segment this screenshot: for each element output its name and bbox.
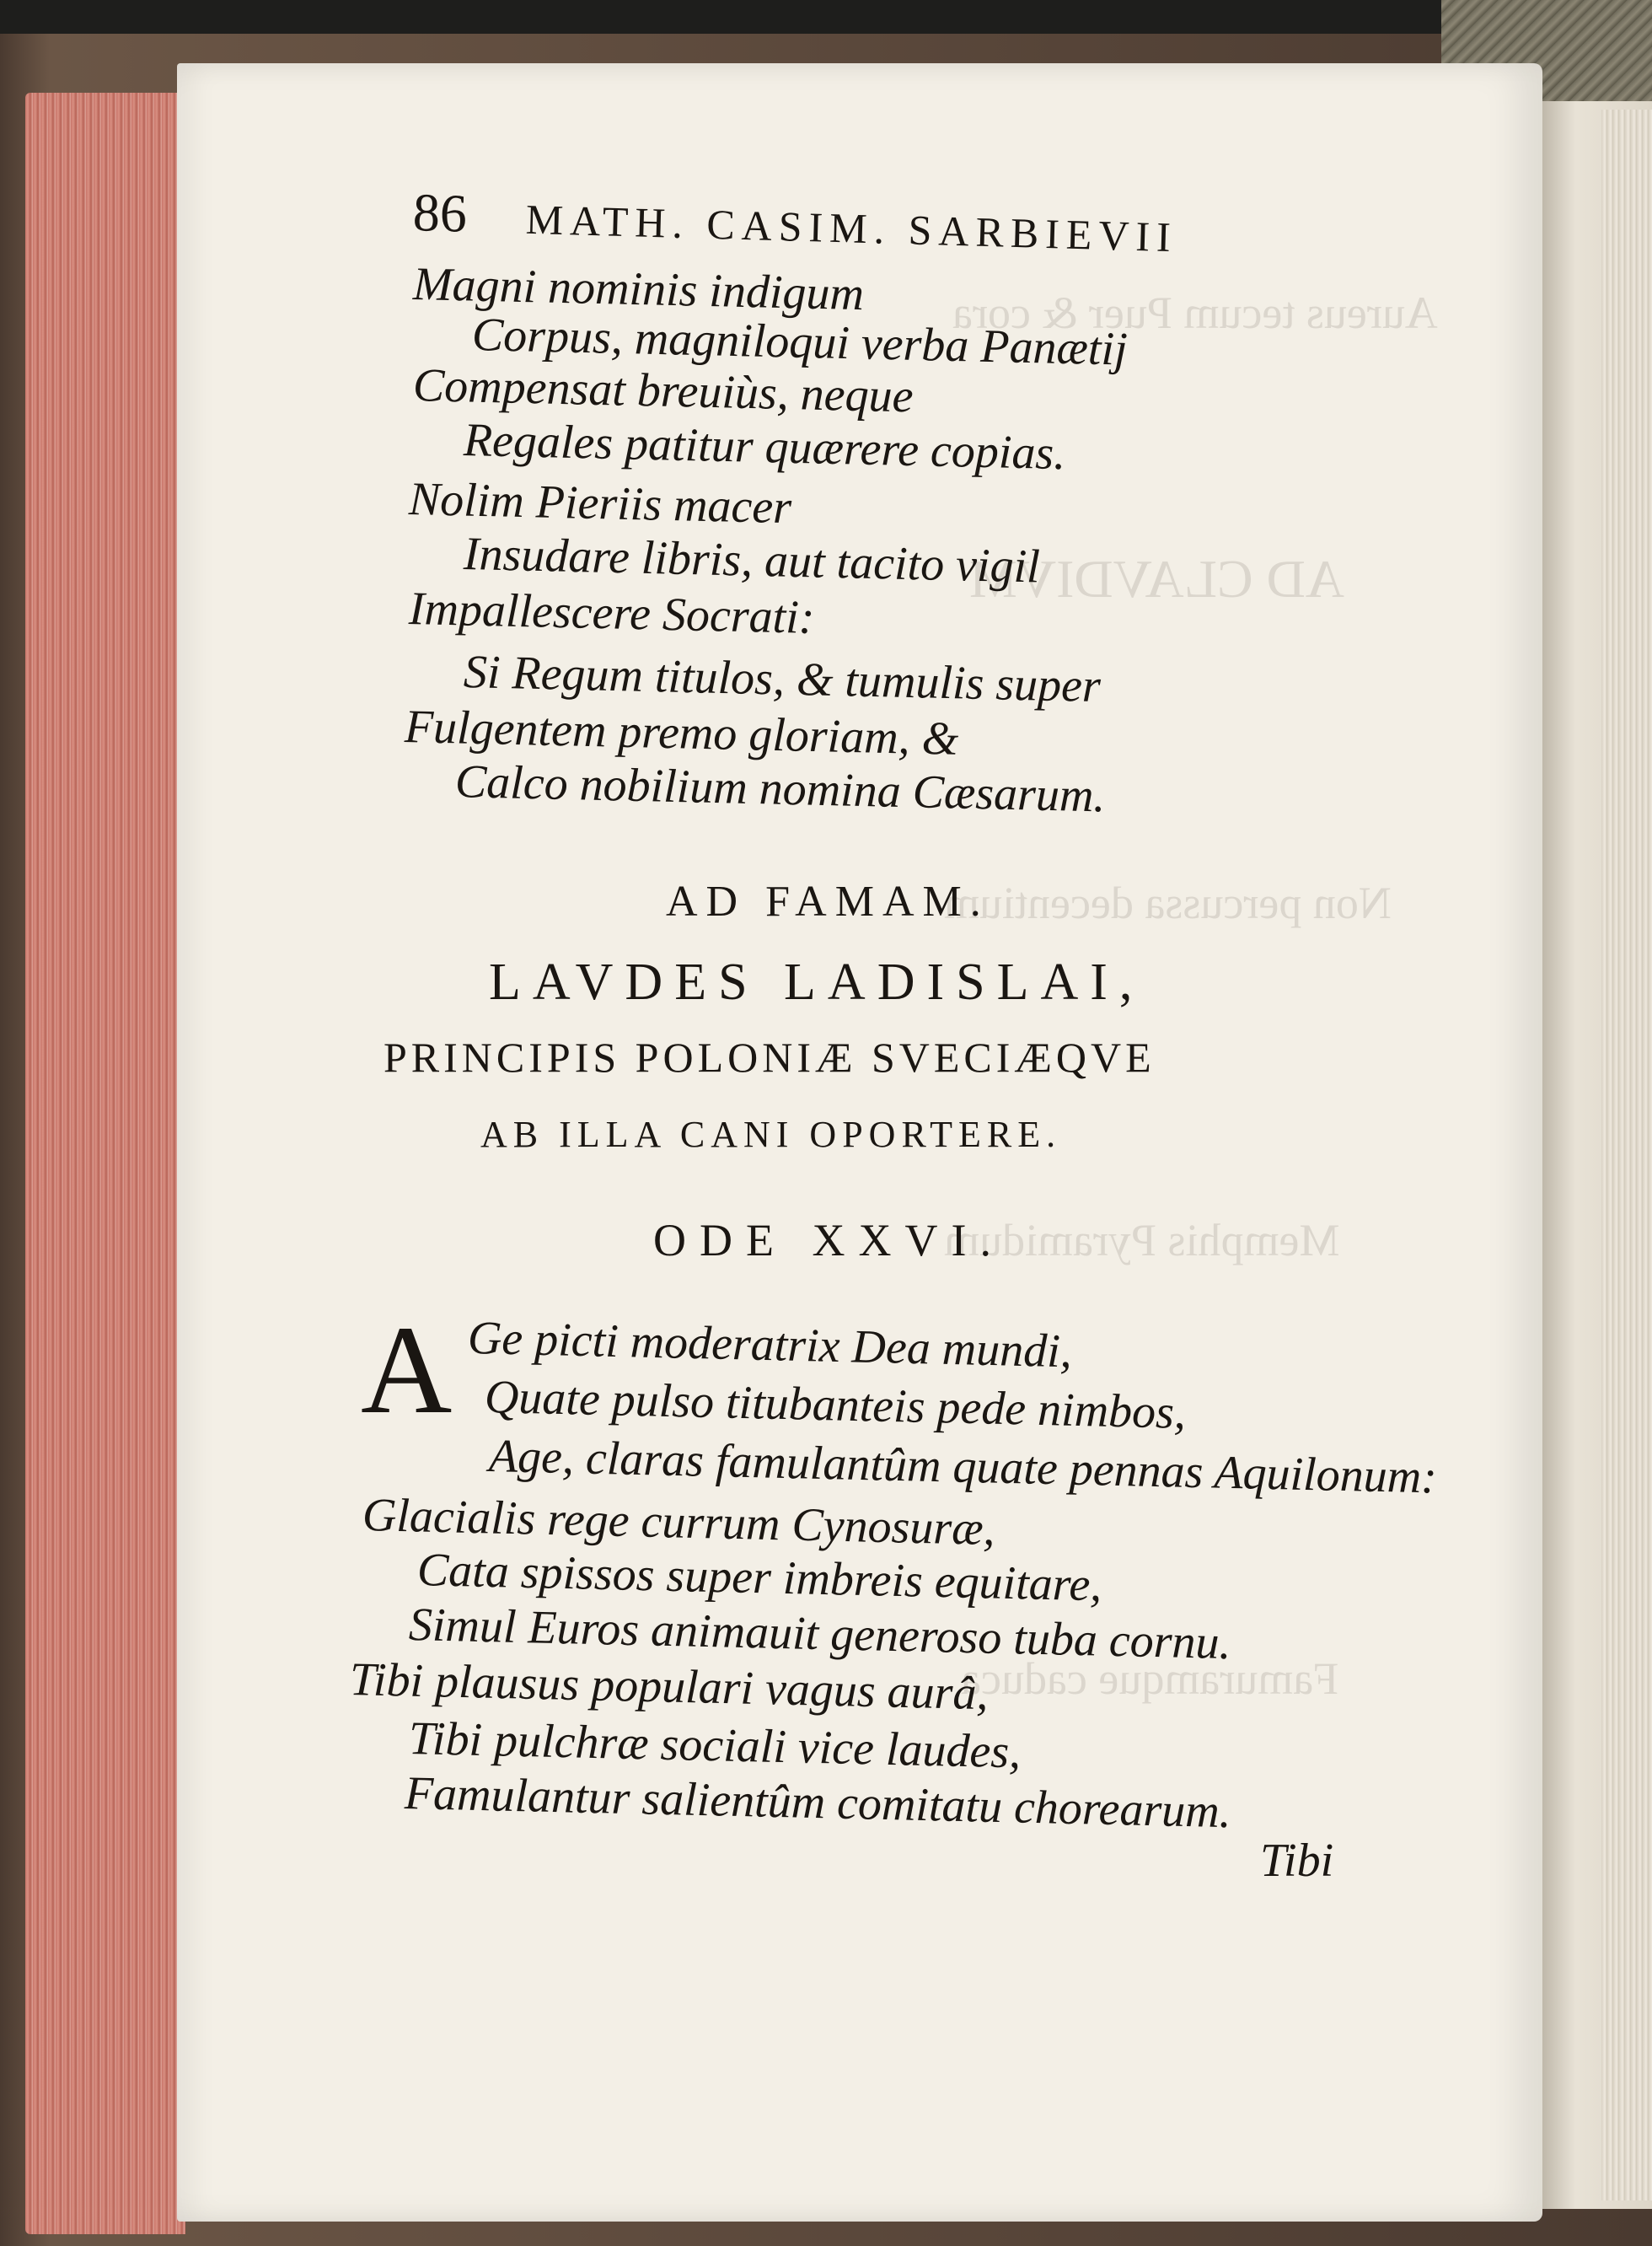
- verse-line: Cata spissos super imbreis equitare,: [416, 1544, 1103, 1612]
- verse-line: Tibi pulchræ sociali vice laudes,: [408, 1712, 1022, 1779]
- drop-cap: A: [361, 1300, 453, 1440]
- verse-line: Insudare libris, aut tacito vigil: [463, 528, 1041, 594]
- verse-line: Regales patitur quærere copias.: [463, 414, 1066, 481]
- verse-line: Famulantur salientûm comitatu chorearum.: [404, 1767, 1232, 1839]
- verse-line: Ge picti moderatrix Dea mundi,: [467, 1312, 1073, 1378]
- verse-line: Compensat breuiùs, neque: [412, 359, 914, 423]
- verse-line: Magni nominis indigum: [412, 258, 865, 321]
- verse-line: Si Regum titulos, & tumulis super: [463, 646, 1102, 713]
- verse-line: Nolim Pieriis macer: [408, 473, 792, 535]
- verse-line: Simul Euros animauit generoso tuba cornu.: [408, 1599, 1232, 1670]
- heading-line: LAVDES LADISLAI,: [489, 954, 1145, 1011]
- ode-number: ODE XXVI.: [653, 1215, 1005, 1265]
- show-through-ghost: Memphis Pyramidum: [944, 1215, 1340, 1265]
- verse-line: Impallescere Socrati:: [408, 583, 816, 644]
- heading-line: AB ILLA CANI OPORTERE.: [480, 1114, 1062, 1155]
- catchword: Tibi: [1260, 1835, 1334, 1887]
- verse-line: Fulgentem premo gloriam, &: [404, 701, 959, 766]
- show-through-ghost: AD CLAVDIVM: [969, 549, 1345, 609]
- show-through-ghost: Aureus tecum Puer & cora: [952, 287, 1438, 338]
- running-title: MATH. CASIM. SARBIEVII: [525, 195, 1178, 261]
- verse-line: Tibi plausus populari vagus aurâ,: [349, 1653, 990, 1721]
- verse-line: Corpus, magniloqui verba Panætij: [471, 309, 1129, 376]
- heading-line: PRINCIPIS POLONIÆ SVECIÆQVE: [384, 1034, 1156, 1081]
- page-number: 86: [412, 182, 468, 244]
- show-through-ghost: Non percussa decentium: [944, 878, 1392, 928]
- facing-page-edge: [1601, 110, 1652, 2200]
- verse-line: Glacialis rege currum Cynosuræ,: [362, 1489, 996, 1556]
- verse-line: Age, claras famulantûm quate pennas Aquilonum:: [488, 1430, 1438, 1504]
- red-fore-edge: [25, 93, 185, 2234]
- verse-line: Quate pulso titubanteis pede nimbos,: [484, 1371, 1187, 1439]
- verse-line: Calco nobilium nomina Cæsarum.: [454, 755, 1107, 823]
- show-through-ghost: Famuramque caduca: [961, 1653, 1339, 1704]
- heading-line: AD FAMAM.: [666, 878, 990, 926]
